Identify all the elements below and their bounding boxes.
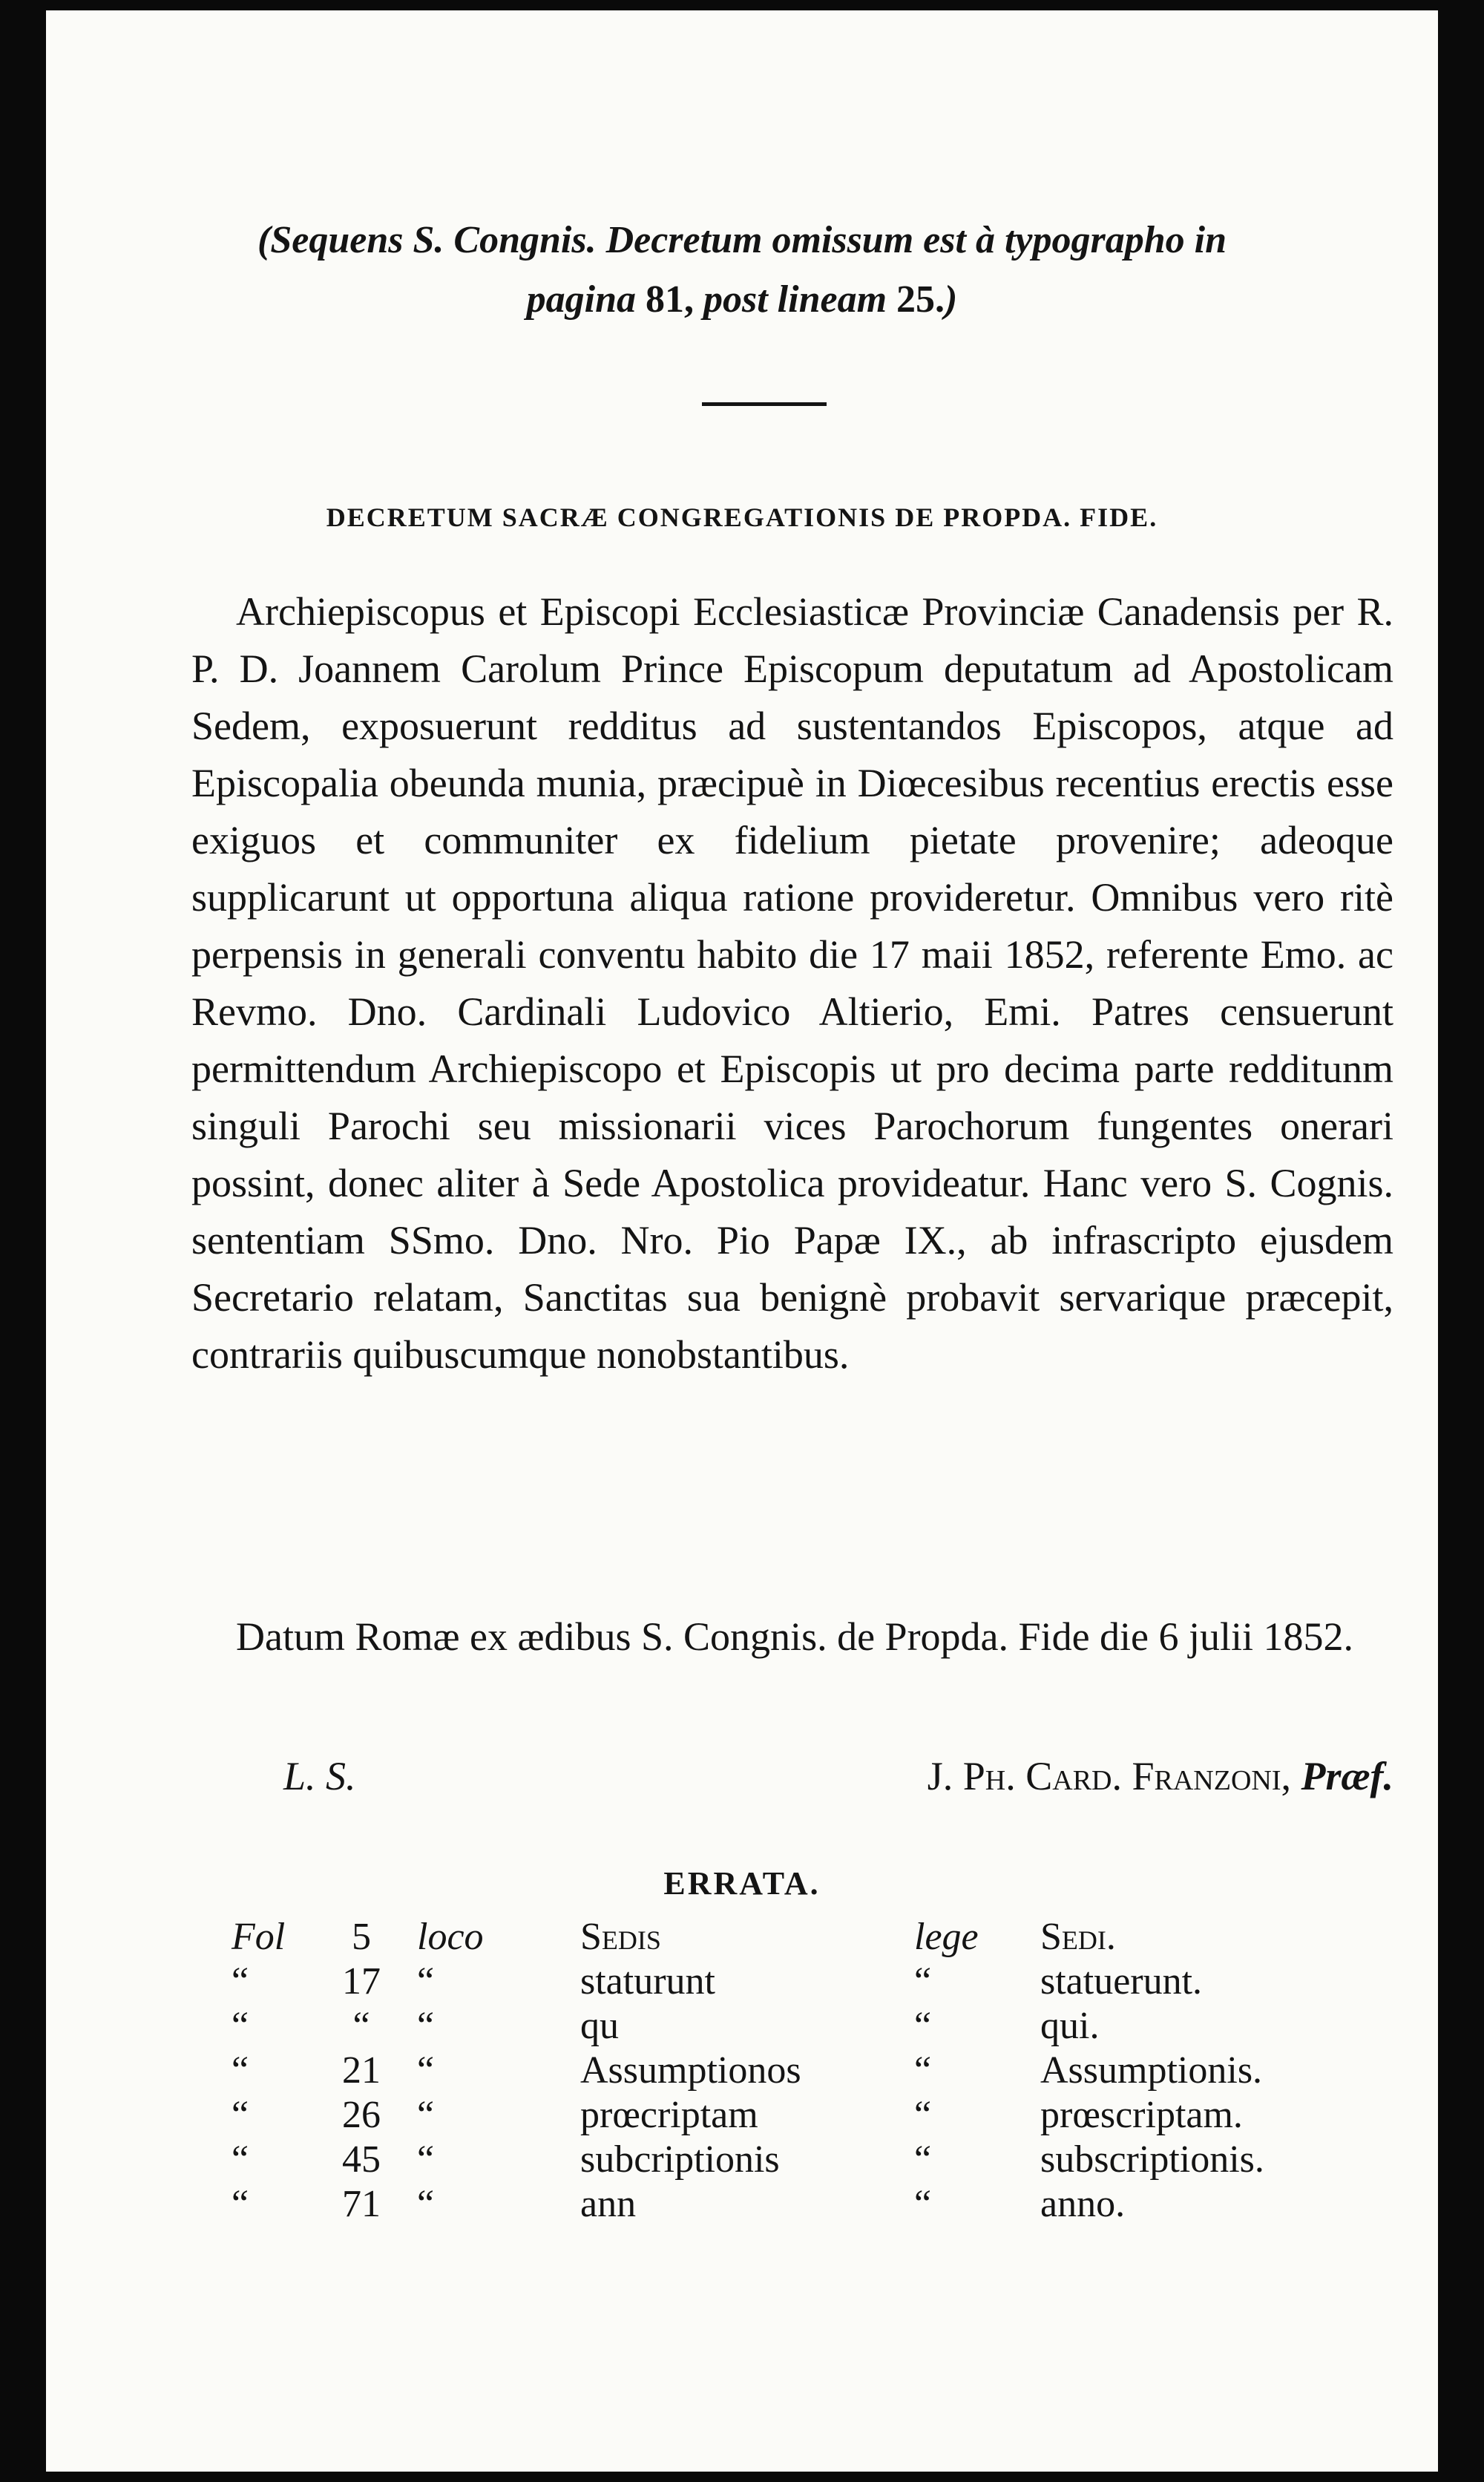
errata-wrong: ann bbox=[580, 2183, 637, 2225]
scanned-page bbox=[46, 10, 1438, 2472]
errata-page: 26 bbox=[342, 2094, 381, 2136]
errata-row bbox=[232, 2138, 1352, 2182]
errata-lege: “ bbox=[914, 2183, 932, 2225]
errata-correct: Assumptionis. bbox=[1040, 2049, 1263, 2092]
errata-folio: “ bbox=[232, 2183, 249, 2225]
errata-lege: lege bbox=[914, 1916, 979, 1958]
errata-wrong: subcriptionis bbox=[580, 2138, 780, 2181]
errata-loco: “ bbox=[417, 2049, 435, 2092]
errata-lege: “ bbox=[914, 2005, 932, 2047]
errata-wrong: qu bbox=[580, 2005, 619, 2047]
errata-loco: “ bbox=[417, 2138, 435, 2181]
locus-sigilli: L. S. bbox=[283, 1754, 356, 1798]
decree-date: Datum Romæ ex ædibus S. Congnis. de Propda. Fide die 6 julii 1852. bbox=[236, 1614, 1354, 1659]
errata-correct: anno. bbox=[1040, 2183, 1126, 2225]
signature bbox=[928, 1753, 1393, 1799]
errata-rows bbox=[232, 1915, 1352, 2227]
errata-row bbox=[232, 2182, 1352, 2227]
errata-table bbox=[232, 1915, 1352, 2227]
note-text-1: Sequens S. Congnis. Decretum omissum est à typographo in bbox=[270, 219, 1227, 261]
decree-body: Archiepiscopus et Episcopi Ecclesiasticæ Provinciæ Canadensis per R. P. D. Joannem Carolum Prince Episcopum deputatum ad Apostolicam Sedem, exposuerunt redditus ad sustentandos Episcopos, atque ad Episcopalia obeunda munia, præcipuè in Diœcesibus recentius erectis esse exiguos et communiter ex fidelium pietate provenire; adeoque supplicarunt ut opportuna aliqua ratione provideretur. Omnibus vero ritè perpensis in generali conventu habito die 17 maii 1852, referente Emo. ac Revmo. Dno. Cardinali Ludovico Altierio, Emi. Patres censuerunt permittendum Archiepiscopo et Episcopis ut pro decima parte redditunm singuli Parochi seu missionarii vices Parochorum fungentes onerari possint, donec aliter à Sede Apostolica provideatur. Hanc vero S. Cognis. sententiam SSmo. Dno. Nro. Pio Papæ IX., ab infrascripto ejusdem Secretario relatam, Sanctitas sua benignè probavit servarique præcepit, contrariis quibuscumque nonobstantibus. bbox=[191, 589, 1393, 1377]
note-line-2 bbox=[46, 270, 1438, 330]
errata-loco: “ bbox=[417, 1960, 435, 2003]
errata-folio: “ bbox=[232, 1960, 249, 2003]
errata-lege: “ bbox=[914, 1960, 932, 2003]
errata-page: 21 bbox=[342, 2049, 381, 2092]
errata-correct: qui. bbox=[1040, 2005, 1100, 2047]
errata-correct: statuerunt. bbox=[1040, 1960, 1203, 2003]
typographer-note bbox=[46, 211, 1438, 330]
errata-wrong: Sedis bbox=[580, 1916, 661, 1958]
note-close-paren: ) bbox=[945, 278, 958, 321]
errata-page: 71 bbox=[342, 2183, 381, 2225]
errata-folio: “ bbox=[232, 2138, 249, 2181]
errata-page: 45 bbox=[342, 2138, 381, 2181]
errata-title: ERRATA. bbox=[663, 1865, 821, 1902]
note-page-number: 81, bbox=[646, 278, 694, 321]
errata-lege: “ bbox=[914, 2094, 932, 2136]
errata-loco: “ bbox=[417, 2005, 435, 2047]
errata-row bbox=[232, 2004, 1352, 2049]
errata-row bbox=[232, 2049, 1352, 2093]
errata-loco: loco bbox=[417, 1916, 484, 1958]
errata-wrong: Assumptionos bbox=[580, 2049, 801, 2092]
note-open-paren: ( bbox=[257, 219, 271, 261]
errata-loco: “ bbox=[417, 2183, 435, 2225]
note-line-1 bbox=[46, 211, 1438, 270]
errata-correct: prœscriptam. bbox=[1040, 2094, 1243, 2136]
errata-correct: Sedi. bbox=[1040, 1916, 1116, 1958]
errata-lege: “ bbox=[914, 2049, 932, 2092]
note-text-3: post lineam bbox=[703, 278, 887, 321]
note-text-2: pagina bbox=[526, 278, 636, 321]
errata-folio: “ bbox=[232, 2094, 249, 2136]
decree-heading: DECRETUM SACRÆ CONGREGATIONIS DE PROPDA. FIDE. bbox=[326, 502, 1158, 532]
errata-correct: subscriptionis. bbox=[1040, 2138, 1264, 2181]
errata-wrong: staturunt bbox=[580, 1960, 715, 2003]
signature-name: J. Ph. Card. Franzoni, bbox=[927, 1754, 1292, 1798]
errata-loco: “ bbox=[417, 2094, 435, 2136]
errata-page: 5 bbox=[352, 1916, 371, 1958]
signature-title: Præf. bbox=[1301, 1754, 1393, 1798]
errata-wrong: prœcriptam bbox=[580, 2094, 758, 2136]
errata-page: “ bbox=[352, 2005, 370, 2047]
errata-row bbox=[232, 1959, 1352, 2004]
section-divider bbox=[702, 402, 827, 406]
errata-lege: “ bbox=[914, 2138, 932, 2181]
errata-row bbox=[232, 1915, 1352, 1959]
errata-page: 17 bbox=[342, 1960, 381, 2003]
errata-folio: “ bbox=[232, 2005, 249, 2047]
note-line-number: 25. bbox=[896, 278, 945, 321]
errata-folio: Fol bbox=[232, 1916, 286, 1958]
errata-folio: “ bbox=[232, 2049, 249, 2092]
errata-row bbox=[232, 2093, 1352, 2138]
